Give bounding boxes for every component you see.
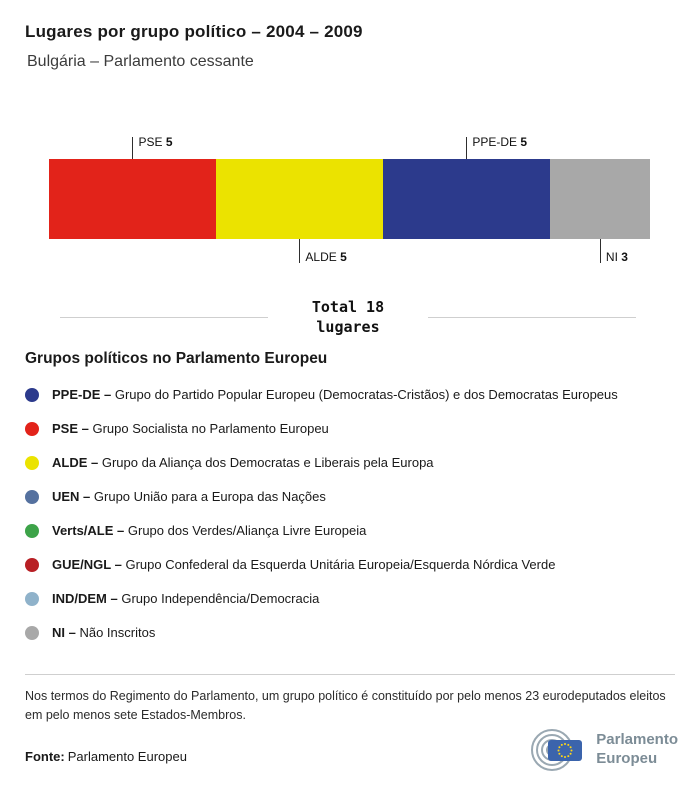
legend-item-alde: [25, 446, 700, 480]
legend-color-dot: [25, 456, 39, 470]
label-text: ALDE 5: [305, 250, 347, 264]
source: [25, 749, 187, 764]
legend-color-dot: [25, 388, 39, 402]
bar-segment-ni: [550, 159, 650, 239]
legend-item-text: ALDE – Grupo da Aliança dos Democratas e Liberais pela Europa: [52, 455, 434, 470]
segment-label-alde: [299, 239, 346, 263]
legend-item-text: UEN – Grupo União para a Europa das Nações: [52, 489, 326, 504]
label-text: PSE 5: [138, 135, 173, 149]
legend-item-text: IND/DEM – Grupo Independência/Democracia: [52, 591, 320, 606]
legend-color-dot: [25, 422, 39, 436]
note-divider: [25, 674, 675, 675]
legend-item-gue-ngl: [25, 548, 700, 582]
legend-color-dot: [25, 626, 39, 640]
segment-label-ni: [600, 239, 628, 263]
ep-logo: [522, 726, 678, 774]
legend-item-pse: [25, 412, 700, 446]
source-label: Fonte:: [25, 749, 65, 764]
legend-list: [25, 378, 700, 650]
label-tick: [299, 239, 300, 263]
divider-right: [428, 317, 636, 318]
legend-item-uen: [25, 480, 700, 514]
total-row: [60, 297, 636, 338]
label-text: PPE-DE 5: [472, 135, 528, 149]
legend-color-dot: [25, 490, 39, 504]
legend-item-text: GUE/NGL – Grupo Confederal da Esquerda Unitária Europeia/Esquerda Nórdica Verde: [52, 557, 556, 572]
labels-below: [49, 239, 650, 263]
page-title: Lugares por grupo político – 2004 – 2009: [25, 22, 363, 41]
legend-color-dot: [25, 558, 39, 572]
label-tick: [132, 137, 133, 159]
footnote: Nos termos do Regimento do Parlamento, um grupo político é constituído por pelo menos 23 eurodeputados eleitos em pelo menos sete Estados-Membros.: [25, 688, 666, 722]
legend-item-ppe-de: [25, 378, 700, 412]
ep-logo-text: [596, 731, 678, 769]
ep-logo-line1: Parlamento: [596, 731, 678, 749]
footer: [25, 726, 678, 774]
stacked-bar: [49, 159, 650, 239]
legend-color-dot: [25, 524, 39, 538]
source-value: Parlamento Europeu: [67, 749, 187, 764]
label-tick: [600, 239, 601, 263]
segment-label-pse: [132, 137, 172, 159]
legend-item-text: PSE – Grupo Socialista no Parlamento Europeu: [52, 421, 329, 436]
bar-segment-ppe-de: [383, 159, 550, 239]
total-label: [312, 297, 384, 338]
total-line1: Total 18: [311, 298, 385, 316]
label-tick: [466, 137, 467, 159]
ep-logo-line2: Europeu: [596, 750, 658, 767]
seats-chart: [49, 137, 650, 263]
legend-item-text: Verts/ALE – Grupo dos Verdes/Aliança Livre Europeia: [52, 523, 367, 538]
labels-above: [49, 137, 650, 159]
divider-left: [60, 317, 268, 318]
legend-color-dot: [25, 592, 39, 606]
legend-item-text: PPE-DE – Grupo do Partido Popular Europeu (Democratas-Cristãos) e dos Democratas Europeus: [52, 387, 618, 402]
bar-segment-alde: [216, 159, 383, 239]
legend-item-verts-ale: [25, 514, 700, 548]
legend-item-text: NI – Não Inscritos: [52, 625, 156, 640]
legend-heading: Grupos políticos no Parlamento Europeu: [25, 349, 328, 367]
legend-item-ind-dem: [25, 582, 700, 616]
bar-segment-pse: [49, 159, 216, 239]
legend-item-ni: [25, 616, 700, 650]
total-line2: lugares: [316, 318, 380, 337]
segment-label-ppe-de: [466, 137, 527, 159]
ep-hemicycle-icon: [522, 726, 588, 774]
page-subtitle: Bulgária – Parlamento cessante: [27, 53, 254, 70]
label-text: NI 3: [605, 250, 628, 264]
